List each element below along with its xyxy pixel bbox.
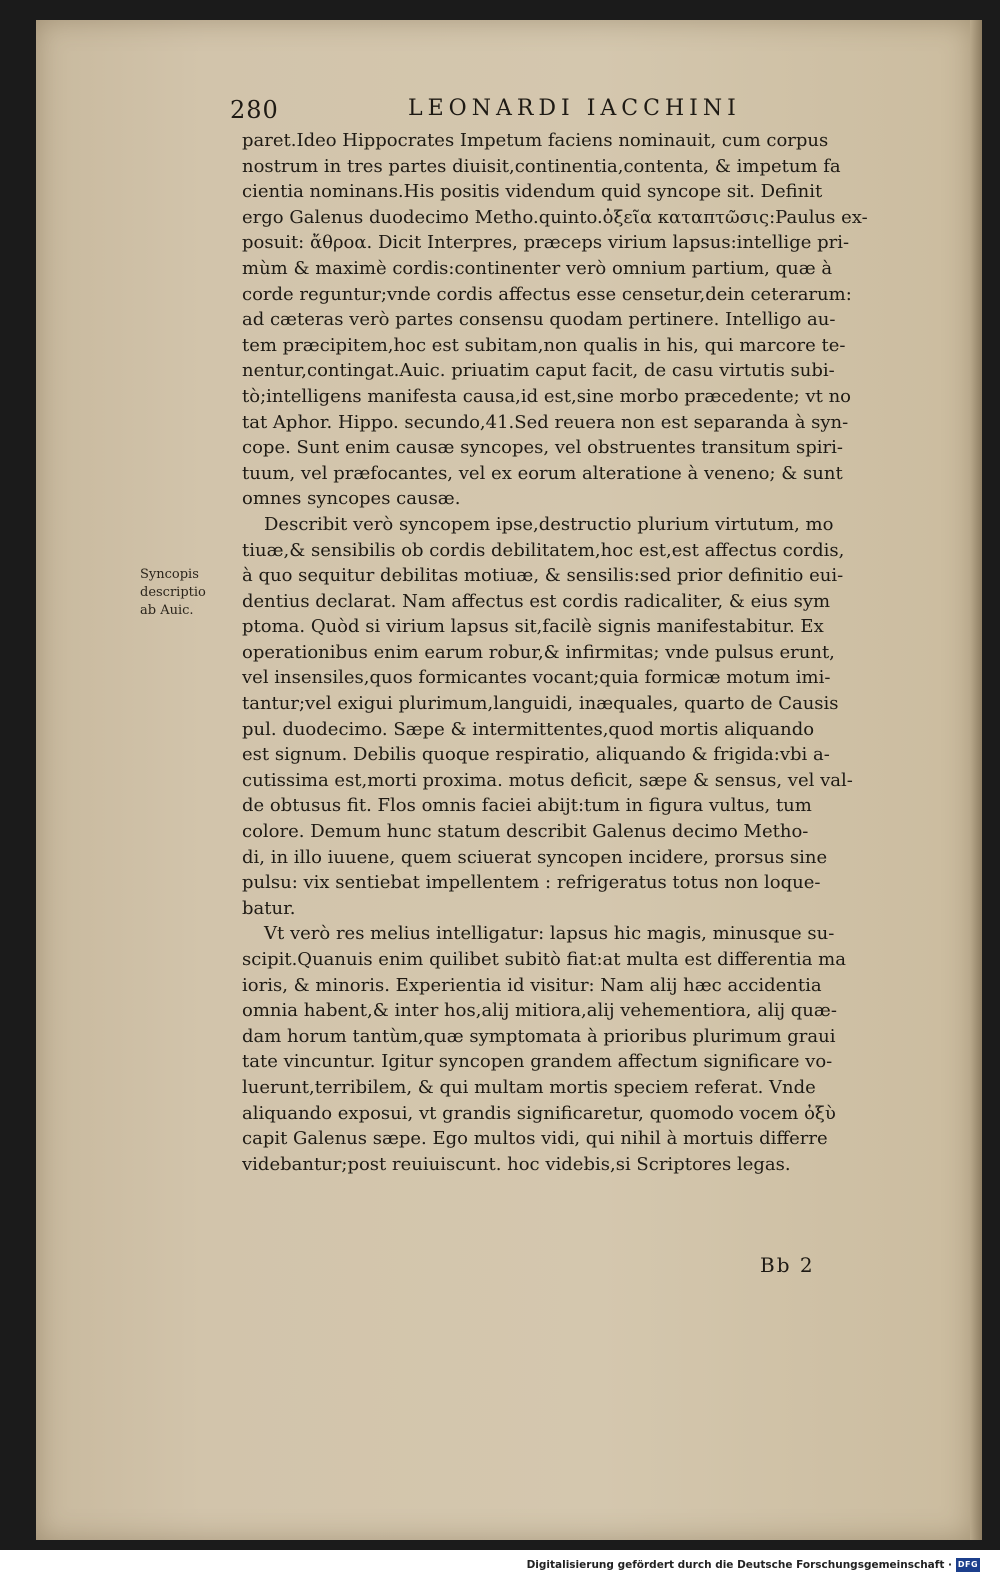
text-line: omnia habent,& inter hos,alij mitiora,alij vehementiora, alij quæ-: [242, 1000, 837, 1022]
text-line: Vt verò res melius intelligatur: lapsus hic magis, minusque su-: [264, 923, 835, 945]
marginal-note-line: descriptio: [140, 585, 206, 600]
signature-mark: Bb 2: [760, 1253, 815, 1277]
text-line: tem præcipitem,hoc est subitam,non qualis in his, qui marcore te-: [242, 334, 846, 356]
text-line: tò;intelligens manifesta causa,id est,sine morbo præcedente; vt no: [242, 385, 852, 407]
page-number: 280: [230, 96, 279, 124]
body-text: [242, 128, 952, 1177]
text-line: posuit: ἄθροα. Dicit Interpres, præceps virium lapsus:intellige pri-: [242, 232, 850, 254]
dfg-logo: DFG: [956, 1558, 980, 1572]
text-line: tate vincuntur. Igitur syncopen grandem affectum significare vo-: [242, 1051, 833, 1073]
text-line: tat Aphor. Hippo. secundo,41.Sed reuera non est separanda à syn-: [242, 411, 849, 433]
text-line: vel insensiles,quos formicantes vocant;quia formicæ motum imi-: [242, 667, 831, 689]
text-line: capit Galenus sæpe. Ego multos vidi, qui nihil à mortuis differre: [242, 1128, 828, 1150]
text-line: nentur,contingat.Auic. priuatim caput facit, de casu virtutis subi-: [242, 360, 835, 382]
text-line: cutissima est,morti proxima. motus deficit, sæpe & sensus, vel val-: [242, 769, 853, 791]
text-line: cientia nominans.His positis videndum quid syncope sit. Definit: [242, 181, 823, 203]
text-line: paret.Ideo Hippocrates Impetum faciens nominauit, cum corpus: [242, 130, 829, 151]
text-line: à quo sequitur debilitas motiuæ, & sensilis:sed prior definitio eui-: [242, 565, 844, 587]
text-line: pul. duodecimo. Sæpe & intermittentes,quod mortis aliquando: [242, 718, 815, 740]
text-line: est signum. Debilis quoque respiratio, aliquando & frigida:vbi a-: [242, 744, 830, 766]
text-line: corde reguntur;vnde cordis affectus esse censetur,dein ceterarum:: [242, 283, 852, 305]
text-line: tantur;vel exigui plurimum,languidi, inæquales, quarto de Causis: [242, 693, 839, 715]
text-line: di, in illo iuuene, quem sciuerat syncopen incidere, prorsus sine: [242, 846, 828, 868]
footer-credit: [0, 1558, 1000, 1572]
text-line: ergo Galenus duodecimo Metho.quinto.ὀξεῖα καταπτῶσις:Paulus ex-: [242, 206, 868, 228]
text-line: colore. Demum hunc statum describit Galenus decimo Metho-: [242, 821, 809, 843]
text-line: cope. Sunt enim causæ syncopes, vel obstruentes transitum spiri-: [242, 437, 844, 459]
marginal-note-line: Syncopis: [140, 567, 199, 582]
page-edge: [970, 20, 982, 1540]
text-line: Describit verò syncopem ipse,destructio plurium virtutum, mo: [264, 513, 834, 535]
text-line: mùm & maximè cordis:continenter verò omnium partium, quæ à: [242, 257, 833, 279]
text-line: omnes syncopes causæ.: [242, 488, 461, 510]
text-line: tuum, vel præfocantes, vel ex eorum alteratione à veneno; & sunt: [242, 462, 843, 484]
text-line: ptoma. Quòd si virium lapsus sit,facilè signis manifestabitur. Ex: [242, 616, 824, 638]
text-line: aliquando exposui, vt grandis significaretur, quomodo vocem ὀξὺ: [242, 1102, 836, 1124]
text-line: nostrum in tres partes diuisit,continentia,contenta, & impetum fa: [242, 155, 841, 177]
running-title: LEONARDI IACCHINI: [408, 96, 741, 121]
text-line: de obtusus fit. Flos omnis faciei abijt:tum in figura vultus, tum: [242, 795, 812, 817]
text-line: pulsu: vix sentiebat impellentem : refrigeratus totus non loque-: [242, 872, 821, 894]
text-line: luerunt,terribilem, & qui multam mortis speciem referat. Vnde: [242, 1076, 816, 1098]
funding-credit-text: Digitalisierung gefördert durch die Deutsche Forschungsgemeinschaft ·: [526, 1559, 952, 1571]
text-line: dentius declarat. Nam affectus est cordis radicaliter, & eius sym: [242, 590, 831, 612]
marginal-note: [140, 566, 250, 620]
text-line: operationibus enim earum robur,& infirmitas; vnde pulsus erunt,: [242, 641, 835, 663]
text-line: dam horum tantùm,quæ symptomata à prioribus plurimum graui: [242, 1025, 836, 1047]
text-line: ioris, & minoris. Experientia id visitur: Nam alij hæc accidentia: [242, 974, 822, 996]
marginal-note-line: ab Auic.: [140, 603, 194, 618]
text-line: videbantur;post reuiuiscunt. hoc videbis,si Scriptores legas.: [242, 1153, 791, 1175]
text-line: scipit.Quanuis enim quilibet subitò fiat:at multa est differentia ma: [242, 949, 846, 970]
text-line: batur.: [242, 897, 296, 919]
text-line: ad cæteras verò partes consensu quodam pertinere. Intelligo au-: [242, 309, 836, 331]
text-line: tiuæ,& sensibilis ob cordis debilitatem,hoc est,est affectus cordis,: [242, 539, 845, 561]
